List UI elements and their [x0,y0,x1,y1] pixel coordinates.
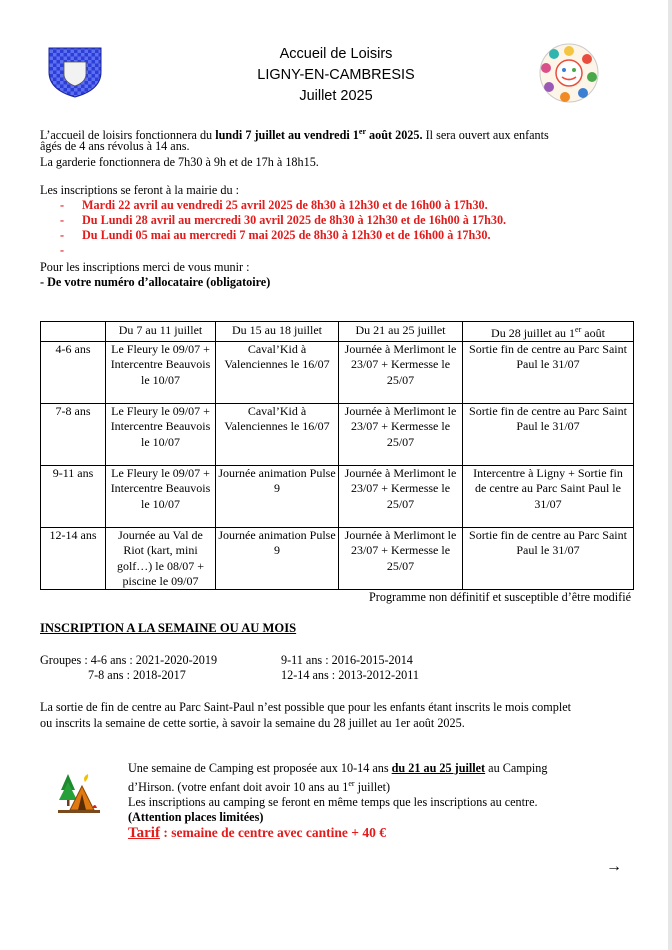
registration-date-4: - [60,243,65,257]
week-4-header-text: Du 28 juillet au 1 [491,326,576,340]
registration-date-1: - Mardi 22 avril au vendredi 25 avril 2025 de 8h30 à 12h30 et de 16h00 à 17h30. [60,198,488,212]
page-edge [668,0,672,950]
activity-cell: Journée à Merlimont le 23/07 + Kermesse le 25/07 [339,528,463,590]
activity-cell: Caval’Kid à Valenciennes le 16/07 [216,342,339,404]
schedule-header-week-1: Du 7 au 11 juillet [106,322,216,342]
activity-cell: Le Fleury le 09/07 + Intercentre Beauvois le 10/07 [106,404,216,466]
group-line-1: Groupes : 4-6 ans : 2021-2020-2019 [40,653,218,667]
header-line-3: Juillet 2025 [299,88,373,104]
bring-lead: Pour les inscriptions merci de vous munir : [40,260,250,274]
intro-line-3: La garderie fonctionnera de 7h30 à 9h et de 17h à 18h15. [40,155,319,169]
activity-cell: Sortie fin de centre au Parc Saint Paul le 31/07 [463,528,634,590]
activity-cell: Journée animation Pulse 9 [216,528,339,590]
campfire-tent-icon [58,770,100,814]
camp-line-2-end: juillet) [354,780,391,795]
outing-line-1: La sortie de fin de centre au Parc Saint-Paul n’est possible que pour les enfants étant inscrits le mois complet [40,700,572,714]
week-4-header-sup: er [575,325,582,334]
intro-dates-text: lundi 7 juillet au vendredi 1 [215,128,359,143]
activity-cell: Caval’Kid à Valenciennes le 16/07 [216,404,339,466]
header-line-1: Accueil de Loisirs [279,46,393,62]
registration-date-3-text: Du Lundi 05 mai au mercredi 7 mai 2025 de 8h30 à 12h30 et de 16h00 à 17h30. [82,228,491,242]
group-line-3: 9-11 ans : 2016-2015-2014 [281,653,413,667]
age-cell: 7-8 ans [41,404,106,466]
activity-cell: Journée animation Pulse 9 [216,466,339,528]
right-arrow-icon: → [606,858,622,875]
activity-cell: Journée au Val de Riot (kart, mini golf…) le 08/07 + piscine le 09/07 [106,528,216,590]
activity-cell: Journée à Merlimont le 23/07 + Kermesse le 25/07 [339,466,463,528]
registration-date-1-text: Mardi 22 avril au vendredi 25 avril 2025 de 8h30 à 12h30 et de 16h00 à 17h30. [82,198,488,212]
schedule-caption: Programme non définitif et susceptible d’être modifié [369,590,631,604]
camp-tarif [128,825,547,841]
schedule-header-week-4 [463,322,634,342]
camp-line-2-sup: er [348,779,355,788]
age-cell: 12-14 ans [41,528,106,590]
schedule-header-week-3: Du 21 au 25 juillet [339,322,463,342]
activity-cell: Sortie fin de centre au Parc Saint Paul le 31/07 [463,404,634,466]
intro-dates [215,128,422,142]
registration-lead: Les inscriptions se feront à la mairie du : [40,183,240,197]
camp-line-3: Les inscriptions au camping se feront en même temps que les inscriptions au centre. [128,795,538,810]
activity-cell: Le Fleury le 09/07 + Intercentre Beauvois le 10/07 [106,466,216,528]
table-row [41,466,634,528]
camp-line-4: (Attention places limitées) [128,810,264,825]
camp-line-2 [128,776,547,795]
intro-dates-end: août 2025. [366,128,423,143]
registration-dates [40,198,506,258]
header-line-2: LIGNY-EN-CAMBRESIS [257,67,415,83]
week-4-header-end: août [581,326,605,340]
intro-text: L’accueil de loisirs fonctionnera du [40,128,216,143]
activity-cell: Sortie fin de centre au Parc Saint Paul le 31/07 [463,342,634,404]
age-cell: 4-6 ans [41,342,106,404]
table-row [41,528,634,590]
schedule-table [40,321,634,590]
tarif-text: : semaine de centre avec cantine + 40 € [159,825,386,841]
registration-date-2: - Du Lundi 28 avril au mercredi 30 avril 2025 de 8h30 à 12h30 et de 16h00 à 17h30. [60,213,507,227]
outing-line-2: ou inscrits la semaine de cette sortie, à savoir la semaine du 28 juillet au 1er août 2025. [40,716,465,730]
camp-line-1-text: Une semaine de Camping est proposée aux 10-14 ans [128,761,392,775]
group-line-4: 12-14 ans : 2013-2012-2011 [281,668,419,682]
activity-cell: Intercentre à Ligny + Sortie fin de centre au Parc Saint Paul le 31/07 [463,466,634,528]
section-title: INSCRIPTION A LA SEMAINE OU AU MOIS [40,621,297,635]
camp-dates: du 21 au 25 juillet [391,761,486,775]
activity-cell: Journée à Merlimont le 23/07 + Kermesse le 25/07 [339,404,463,466]
age-cell: 9-11 ans [41,466,106,528]
intro-text-end: Il sera ouvert aux enfants [422,128,549,143]
schedule-header-row [41,322,634,342]
camp-line-1-end: au Camping [485,761,548,775]
camping-notice [128,761,547,841]
table-row [41,342,634,404]
activity-cell: Le Fleury le 09/07 + Intercentre Beauvois le 10/07 [106,342,216,404]
camp-line-2-text: d’Hirson. (votre enfant doit avoir 10 ans au 1 [128,780,349,795]
tarif-label: Tarif [128,825,160,842]
intro-line-2: âgés de 4 ans révolus à 14 ans. [40,139,190,153]
table-row [41,404,634,466]
children-circle-logo-icon [538,42,600,104]
registration-date-3: - Du Lundi 05 mai au mercredi 7 mai 2025 de 8h30 à 12h30 et de 16h00 à 17h30. [60,228,491,242]
schedule-header-week-2: Du 15 au 18 juillet [216,322,339,342]
intro-sup: er [358,127,366,136]
bring-item: - De votre numéro d’allocataire (obligatoire) [40,275,271,289]
camp-line-1 [128,761,547,776]
group-line-2: 7-8 ans : 2018-2017 [88,668,186,682]
activity-cell: Journée à Merlimont le 23/07 + Kermesse le 25/07 [339,342,463,404]
schedule-header-empty [41,322,106,342]
registration-date-2-text: Du Lundi 28 avril au mercredi 30 avril 2025 de 8h30 à 12h30 et de 16h00 à 17h30. [82,213,507,227]
